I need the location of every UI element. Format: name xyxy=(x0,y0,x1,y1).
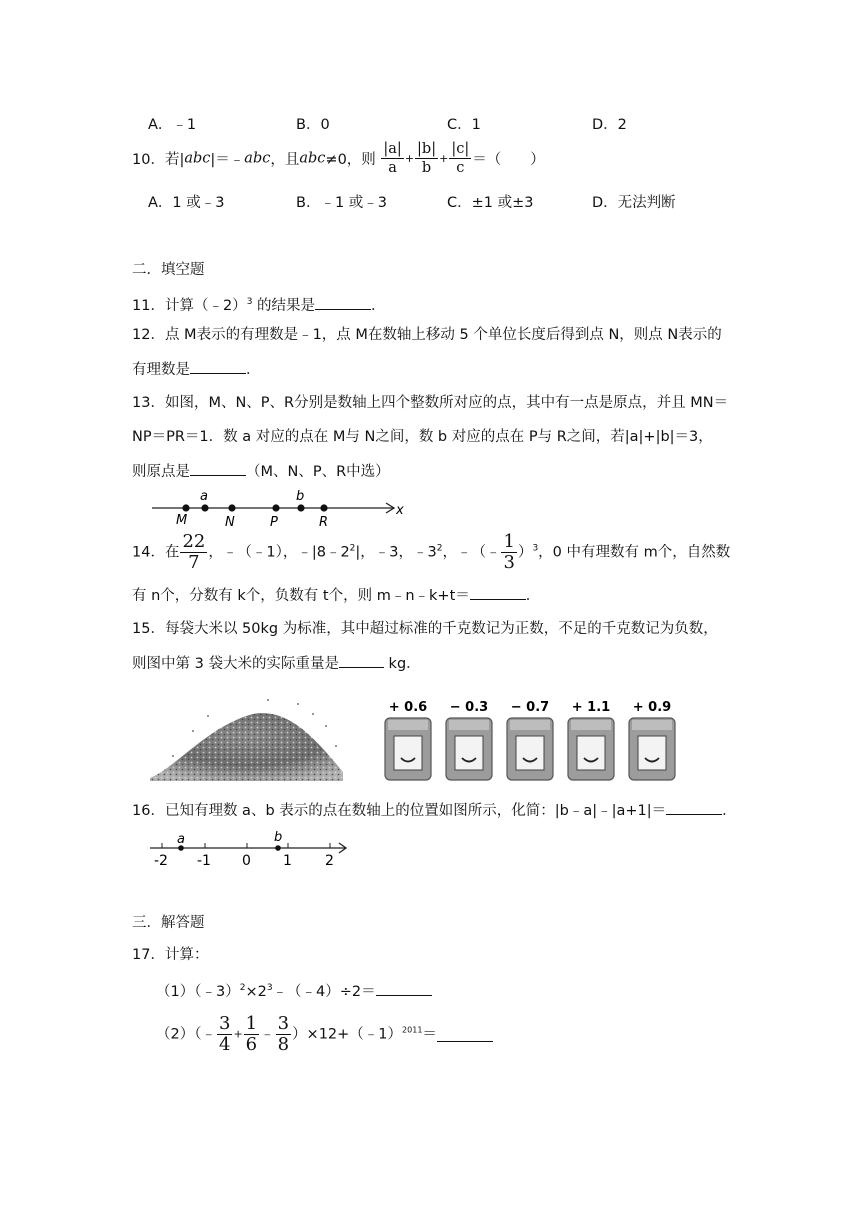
q11-tail: 的结果是 xyxy=(252,297,316,314)
q11-end: ． xyxy=(371,297,386,314)
minus-sign: ﹣ xyxy=(260,1026,275,1043)
q10-text: ≠0，则 xyxy=(325,152,376,168)
q17-exponent: 2 xyxy=(239,983,246,994)
denominator: 4 xyxy=(218,1034,231,1055)
plus-sign: + xyxy=(439,152,449,165)
q17-2-answer-blank[interactable] xyxy=(437,1027,493,1042)
rice-bag xyxy=(385,700,431,780)
plus-sign: + xyxy=(233,1027,243,1041)
plus-sign: + xyxy=(404,152,415,165)
section-heading-fill-in: 二．填空题 xyxy=(132,262,205,278)
q10-text: 若| xyxy=(164,152,185,168)
q14-text: ，0 中有理数有 m个，自然数 xyxy=(538,544,731,561)
q10-number: 10． xyxy=(132,152,165,168)
q9-option-b: B．0 xyxy=(296,117,330,133)
rice-bags-figure xyxy=(380,694,680,788)
fraction-1-6 xyxy=(244,1014,259,1055)
denominator: 3 xyxy=(503,552,515,573)
bag-top xyxy=(632,720,672,730)
q9-option-c: C．1 xyxy=(447,117,481,133)
q15-answer-blank[interactable] xyxy=(339,653,384,668)
tick-label: -2 xyxy=(154,853,168,869)
denominator: 7 xyxy=(188,552,200,573)
rice-bag xyxy=(629,700,675,780)
label-a: a xyxy=(177,832,185,847)
q17-text: ﹣（﹣4）÷2＝ xyxy=(272,984,376,1000)
q14-text: ，﹣（﹣ xyxy=(442,544,501,561)
q10-option-c: C．±1 或±3 xyxy=(447,195,534,211)
bag-label-card xyxy=(516,736,544,770)
denominator: b xyxy=(421,160,432,176)
numerator: 3 xyxy=(277,1013,290,1034)
q17-text: （﹣3） xyxy=(194,984,240,1000)
point-N xyxy=(228,504,235,511)
tick-label: -1 xyxy=(197,853,211,869)
q17-text: ）×12+（﹣1） xyxy=(292,1026,403,1043)
label-b: b xyxy=(296,489,305,504)
q15-text: 则图中第 3 袋大米的实际重量是 xyxy=(132,656,339,672)
q12-text: 有理数是 xyxy=(132,362,190,378)
question-13-line-2: NP＝PR＝1．数 a 对应的点在 M与 N之间，数 b 对应的点在 P与 R之间，若|a|+|b|＝3， xyxy=(132,429,713,445)
question-14-line-2 xyxy=(132,585,540,606)
label-P: P xyxy=(270,515,278,530)
tick-label: 0 xyxy=(242,853,251,869)
label-x: x xyxy=(396,503,404,518)
q17-text: （﹣ xyxy=(194,1026,216,1043)
q10-fraction-b xyxy=(415,140,438,177)
bag-label-card xyxy=(638,736,666,770)
question-17-part-2 xyxy=(156,1014,493,1055)
q17-part-label: （2） xyxy=(156,1026,195,1043)
q17-text: ×2 xyxy=(245,984,267,1000)
bag-weight-label: + 1.1 xyxy=(571,700,611,715)
point-R xyxy=(320,504,327,511)
rice-bag xyxy=(568,700,614,780)
label-a: a xyxy=(200,489,208,504)
label-b: b xyxy=(274,830,283,845)
q10-fraction-a xyxy=(381,140,403,177)
denominator: 6 xyxy=(245,1034,258,1055)
question-13-line-1: 13．如图，M、N、P、R分别是数轴上四个整数所对应的点，其中有一点是原点，并且 MN＝ xyxy=(132,395,729,411)
question-15-line-2 xyxy=(132,653,421,674)
tick-label: 2 xyxy=(325,853,334,869)
denominator: 8 xyxy=(277,1034,290,1055)
bag-label-card xyxy=(577,736,605,770)
numerator: |c| xyxy=(451,141,470,157)
question-12-line-1: 12．点 M表示的有理数是﹣1，点 M在数轴上移动 5 个单位长度后得到点 N，则点 N表示的 xyxy=(132,327,722,343)
q14-exponent: 2 xyxy=(436,543,443,554)
bag-label-card xyxy=(394,736,422,770)
q14-text: ） xyxy=(517,544,533,561)
q17-part-label: （1） xyxy=(156,984,195,1000)
tick-label: 1 xyxy=(283,853,292,869)
numerator: |a| xyxy=(383,141,402,157)
label-M: M xyxy=(176,513,188,528)
q14-fraction-22-7 xyxy=(180,532,207,573)
bag-top xyxy=(571,720,611,730)
q14-text: |，﹣3，﹣3 xyxy=(355,544,437,561)
question-17-title: 17．计算： xyxy=(132,947,209,963)
bag-weight-label: − 0.7 xyxy=(510,700,550,715)
q16-end: ． xyxy=(722,803,737,819)
point-a xyxy=(201,504,208,511)
question-13-line-3 xyxy=(132,461,390,482)
q14-text: 14．在 xyxy=(132,544,180,561)
question-11 xyxy=(132,292,386,316)
bag-weight-label: + 0.9 xyxy=(632,700,672,715)
q17-exponent: 2011 xyxy=(402,1025,423,1035)
bag-weight-label: + 0.6 xyxy=(388,700,428,715)
question-15-line-1: 15．每袋大米以 50kg 为标准，其中超过标准的千克数记为正数，不足的千克数记为负数， xyxy=(132,621,718,637)
point-b xyxy=(275,845,281,851)
q16-text: 16．已知有理数 a、b 表示的点在数轴上的位置如图所示，化简：|b﹣a|﹣|a+1|＝ xyxy=(132,803,667,819)
bag-top xyxy=(449,720,489,730)
question-10 xyxy=(132,140,545,177)
question-17-part-1 xyxy=(156,980,432,1001)
q14-exponent: 2 xyxy=(349,543,356,554)
q10-text: |＝﹣ xyxy=(210,152,245,168)
q17-text: ＝ xyxy=(422,1026,437,1043)
q13-answer-blank[interactable] xyxy=(190,461,246,476)
q14-end: ． xyxy=(525,588,541,604)
q12-end: ． xyxy=(246,362,261,378)
label-R: R xyxy=(319,515,329,530)
q10-text: ，且 xyxy=(270,152,300,168)
q12-answer-blank[interactable] xyxy=(190,359,246,374)
q14-exponent: 3 xyxy=(532,543,539,554)
question-16 xyxy=(132,800,737,821)
q11-text: 11．计算（﹣2） xyxy=(132,297,247,314)
q14-text: ，﹣（﹣1），﹣|8﹣2 xyxy=(208,544,350,561)
q10-var: abc xyxy=(184,150,211,167)
q10-var: abc xyxy=(244,150,271,167)
q16-answer-blank[interactable] xyxy=(666,800,722,815)
bag-top xyxy=(388,720,428,730)
q10-var: abc xyxy=(299,150,326,167)
point-M xyxy=(182,504,189,511)
section-heading-answer: 三．解答题 xyxy=(132,915,205,931)
numerator: 3 xyxy=(218,1013,231,1034)
q16-number-line xyxy=(146,828,356,870)
rice-pile-image xyxy=(148,686,348,786)
bag-label-card xyxy=(455,736,483,770)
q10-option-d: D．无法判断 xyxy=(592,195,676,211)
q10-option-b: B．﹣1 或﹣3 xyxy=(296,195,388,211)
q10-tail: ＝（ ） xyxy=(472,152,545,168)
q11-exponent: 3 xyxy=(246,297,253,307)
q17-exponent: 3 xyxy=(266,983,273,994)
denominator: c xyxy=(456,160,465,176)
q10-option-a: A．1 或﹣3 xyxy=(148,195,225,211)
point-P xyxy=(272,504,279,511)
numerator: |b| xyxy=(417,141,437,157)
q15-unit: kg． xyxy=(383,656,421,672)
bag-weight-label: − 0.3 xyxy=(449,700,489,715)
q10-fraction-c xyxy=(449,140,471,177)
q13-number-line xyxy=(148,484,410,530)
numerator: 22 xyxy=(182,531,206,552)
q13-text: 则原点是 xyxy=(132,464,190,480)
q13-tail: （M、N、P、R中选） xyxy=(246,464,390,480)
denominator: a xyxy=(388,160,397,176)
fraction-3-4 xyxy=(217,1014,232,1055)
label-N: N xyxy=(225,515,235,530)
q14-answer-blank[interactable] xyxy=(470,585,526,600)
point-b xyxy=(297,504,304,511)
numerator: 1 xyxy=(503,531,515,552)
question-14-line-1 xyxy=(132,532,730,573)
q14-fraction-1-3 xyxy=(501,532,516,573)
rice-bag xyxy=(507,700,553,780)
q14-text: 有 n个，分数有 k个，负数有 t个，则 m﹣n﹣k+t＝ xyxy=(132,588,470,604)
q9-option-d: D．2 xyxy=(592,117,627,133)
rice-bag xyxy=(446,700,492,780)
q17-1-answer-blank[interactable] xyxy=(376,981,432,996)
fraction-3-8 xyxy=(276,1014,291,1055)
numerator: 1 xyxy=(245,1013,258,1034)
bag-top xyxy=(510,720,550,730)
question-12-line-2 xyxy=(132,359,261,380)
q11-answer-blank[interactable] xyxy=(315,295,371,310)
q9-option-a: A．﹣1 xyxy=(148,117,197,133)
